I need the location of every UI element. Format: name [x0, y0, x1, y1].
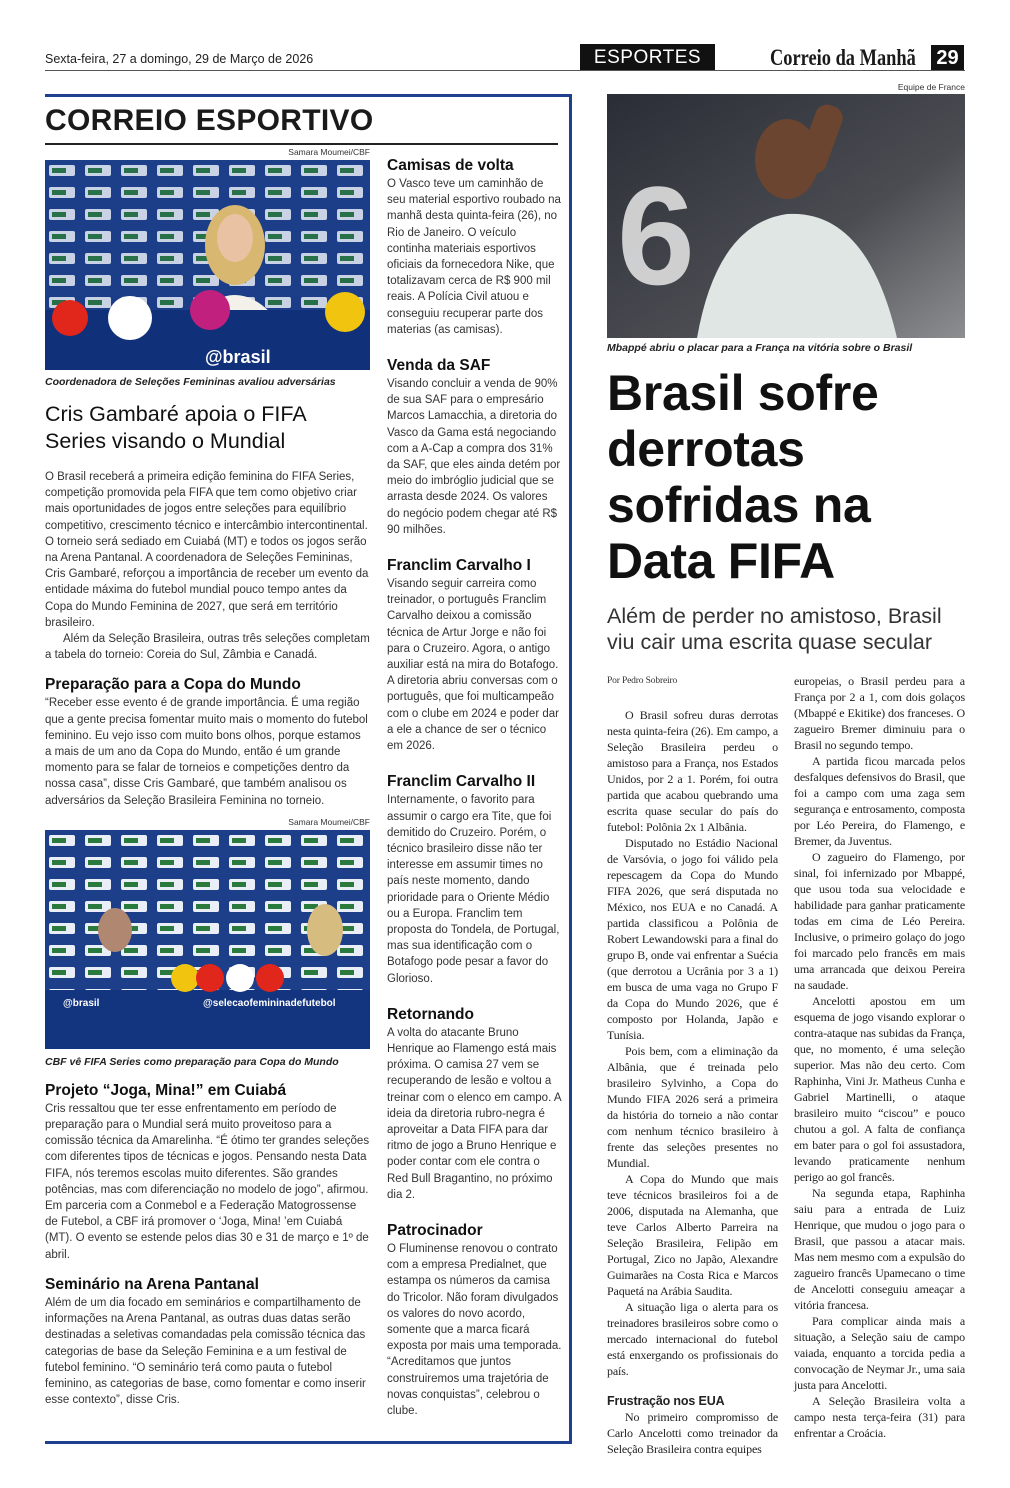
note-title: Retornando: [387, 1005, 474, 1023]
photo-credit: Equipe de France: [897, 82, 965, 92]
paragraph: O Brasil receberá a primeira edição feminina do FIFA Series, competição promovida pela FIFA que tem como objetivo criar mais oportunidades de jogos entre seleções para equilíbrio competitivo, crescimento técnico e intercâmbio intercontinental. O torneio será sediado em Cuiabá (MT) e todos os jogos serão na Arena Pantanal. A coordenadora de Seleções Femininas, Cris Gambaré, reforçou a importância de receber um evento da entidade máxima do futebol mundial pouco tempo antes da Copa do Mundo Feminina de 2027, que será em território brasileiro.: [45, 471, 369, 629]
main-headline: Brasil sofre derrotas sofridas na Data FIFA: [607, 365, 879, 589]
paragraph: A partida ficou marcada pelos desfalques defensivos do Brasil, que foi a campo com uma zaga sem segurança e entrosamento, composta por Léo Pereira, do Flamengo, e Bremer, da Juventus.: [794, 754, 965, 848]
paragraph: Além da Seleção Brasileira, outras três seleções completam a tabela do torneio: Coreia do Sul, Zâmbia e Canadá.: [45, 633, 370, 662]
main-article: [607, 82, 965, 1457]
note-text: A volta do atacante Bruno Henrique ao Flamengo está mais próxima. O camisa 27 vem se recuperando de lesão e voltou a treinar com o elenco em campo. A ideia da diretoria rubro-negra é aproveitar a Data FIFA para dar ritmo de jogo a Bruno Henrique e poder contar com ele contra o Red Bull Bragantino, no próximo dia 2.: [387, 1026, 561, 1201]
paragraph: A situação liga o alerta para os treinadores brasileiros sobre como o mercado internacional do futebol está enxergando os profissionais do país.: [607, 1300, 778, 1378]
photo-caption: CBF vê FIFA Series como preparação para Copa do Mundo: [45, 1055, 339, 1068]
banner-text: @brasil: [63, 997, 100, 1009]
paragraph: O Brasil sofreu duras derrotas nesta quinta-feira (26). Em campo, a Seleção Brasileira perdeu o amistoso para a França, nos Estados Unidos, por 2 a 1. Porém, foi outra partida que acabou quebrando uma escrita quase secular do país do futebol: Polônia 2x 1 Albânia.: [607, 708, 778, 834]
note-title: Franclim Carvalho I: [387, 557, 531, 575]
byline: Por Pedro Sobreiro: [607, 676, 678, 686]
note-camisas: [387, 156, 562, 338]
paragraph: A Seleção Brasileira volta a campo nesta terça-feira (31) para enfrentar a Croácia.: [794, 1394, 965, 1440]
note-patrocinador: [387, 1221, 562, 1419]
banner-text: @selecaofemininadefutebol: [203, 997, 336, 1009]
paragraph: Pois bem, com a eliminação da Albânia, que é treinada pelo brasileiro Sylvinho, a Copa do Mundo FIFA 2026 será a primeira da história do torneio a não contar com nenhum técnico brasileiro à frente das seleções presentes no Mundial.: [607, 1044, 778, 1170]
note-text: O Fluminense renovou o contrato com a empresa Predialnet, que estampa os números da camisa do Tricolor. Não foram divulgados os valores do novo acordo, somente que a marca ficará exposta por mais uma temporada. “Acreditamos que juntos construiremos uma trajetória de novas conquistas”, celebrou o clube.: [387, 1242, 562, 1417]
article-column-2: [794, 673, 965, 1457]
note-title: Franclim Carvalho II: [387, 773, 536, 791]
photo-credit: Samara Moumei/CBF: [288, 147, 370, 157]
note-saf: [387, 356, 562, 538]
photo-press-conference: [45, 160, 370, 370]
photo-mbappe: [607, 94, 965, 338]
article-headline: Cris Gambaré apoia o FIFA Series visando o Mundial: [45, 402, 306, 453]
note-text: O Vasco teve um caminhão de seu material esportivo roubado na manhã desta quinta-feira (26), no Rio de Janeiro. O veículo continha materiais esportivos oficiais da fornecedora Nike, que totalizavam cerca de R$ 900 mil reais. A Polícia Civil atuou e conseguiu recuperar parte dos materias (as camisas).: [387, 178, 561, 336]
paragraph: A Copa do Mundo que mais teve técnicos brasileiros foi a de 2006, disputada na Alemanha, que teve Carlos Alberto Parreira na Seleção Brasileira, Felipão em Portugal, Zico no Japão, Alexandre Guimarães na Costa Rica e Marcos Paquetá na Arábia Saudita.: [607, 1172, 778, 1298]
paragraph: No primeiro compromisso de Carlo Ancelotti como treinador da Seleção Brasileira contra equipes: [607, 1410, 778, 1456]
note-text: Visando concluir a venda de 90% de sua SAF para o empresário Marcos Lamacchia, a diretoria do Vasco da Gama está negociando com a A-Cap a compra dos 31% da SAF, que eles ainda detém por meio do imbróglio judicial que se arrasta desde 2024. Os valores do negócio podem chegar até R$ 90 milhões.: [387, 378, 561, 536]
mbappe-image: [607, 94, 965, 338]
section-tag: ESPORTES: [580, 44, 715, 70]
paragraph: Cris ressaltou que ter esse enfrentamento em período de preparação para o Mundial será muito proveitoso para a comissão técnica da Amarelinha. “É ótimo ter grandes seleções com diferentes tipos de técnicas e jogos. Pensando nesta Data FIFA, nós teremos escolas muito diferentes. São grandes potências, mas com diferenciação no modelo de jogo”, afirmou. Em parceria com a Conmebol e a Federação Matogrossense de Futebol, a CBF irá promover o ‘Joga, Mina! ’em Cuiabá (MT). O evento se estende pelos dias 30 e 31 de março e 1º de abril.: [45, 1102, 370, 1261]
svg-text:6: 6: [617, 157, 695, 314]
press-conference-image: [45, 160, 370, 370]
intro-text: [45, 469, 370, 663]
page-number: 29: [931, 45, 964, 70]
paragraph: Disputado no Estádio Nacional de Varsóvia, o jogo foi válido pela repescagem da Copa do Mundo FIFA 2026, que será disputada no México, nos EUA e no Canadá. A partida classificou a Polônia de Robert Lewandowski para a final do grupo B, onde vai enfrentar a Suécia (que derrotou a Ucrânia por 3 a 1) em busca de uma vaga no Grupo F da Copa do Mundo 2026, que é composto por Holanda, Japão e Tunísia.: [607, 836, 778, 1042]
newspaper-logo: Correio da Manhã: [770, 45, 916, 70]
title-rule: [45, 143, 558, 145]
left-column: [45, 147, 370, 1408]
paragraph: europeias, o Brasil perdeu para a França por 2 a 1, com dois golaços (Mbappé e Ekitike) dos franceses. O zagueiro Bremer diminuiu para o Brasil no segundo tempo.: [794, 674, 965, 752]
notes-column: [387, 156, 562, 1419]
note-title: Venda da SAF: [387, 357, 491, 375]
note-title: Camisas de volta: [387, 157, 514, 174]
note-title: Patrocinador: [387, 1221, 483, 1239]
article-column-1: [607, 673, 778, 1457]
photo-fifa-series: [45, 830, 370, 1049]
subheading: Preparação para a Copa do Mundo: [45, 676, 301, 694]
main-deck: Além de perder no amistoso, Brasil viu cair uma escrita quase secular: [607, 604, 942, 654]
photo-caption: Coordenadora de Seleções Femininas avaliou adversárias: [45, 376, 336, 388]
note-franclim-2: [387, 772, 562, 986]
paragraph: Na segunda etapa, Raphinha saiu para a entrada de Luiz Henrique, que mudou o jogo para o Brasil, que passou a atacar mais. Mas nem mesmo com a expulsão do zagueiro francês Upamecano o time de Ancelotti conseguiu ameaçar a vitória francesa.: [794, 1186, 965, 1312]
subheading: Frustração nos EUA: [607, 1394, 725, 1408]
paragraph: Para complicar ainda mais a situação, a Seleção saiu de campo vaiada, enquanto a torcida pedia a convocação de Neymar Jr., uma saia justa para Ancelotti.: [794, 1314, 965, 1392]
note-franclim-1: [387, 556, 562, 754]
article-columns: [607, 673, 965, 1457]
paragraph: O zagueiro do Flamengo, por sinal, foi infernizado por Mbappé, que usou toda sua velocidade e habilidade para ganhar praticamente todas em cima de Léo Pereira. Inclusive, o primeiro golaço do jogo foi marcado pelo francês em mais uma arrancada que deixou Pereira na saudade.: [794, 850, 965, 992]
banner-text: @brasil: [205, 347, 271, 367]
subheading: Projeto “Joga, Mina!” em Cuiabá: [45, 1081, 287, 1099]
photo-credit: Samara Moumei/CBF: [288, 816, 370, 827]
fifa-series-image: [45, 830, 370, 1049]
photo-caption: Mbappé abriu o placar para a França na vitória sobre o Brasil: [607, 342, 913, 354]
note-retornando: [387, 1005, 562, 1203]
subheading: Seminário na Arena Pantanal: [45, 1275, 259, 1293]
note-text: Internamente, o favorito para assumir o cargo era Tite, que foi demitido do Cruzeiro. Porém, o técnico brasileiro disse não ter interesse em assumir times no país neste momento, dando prioridade para o Oriente Médio ou a Europa. Franclim tem proposta do Tondela, de Portugal, mas sua identificação com o Botafogo pode pesar a favor do Glorioso.: [387, 794, 560, 985]
edition-date: Sexta-feira, 27 a domingo, 29 de Março de 2026: [45, 52, 314, 66]
paragraph: Além de um dia focado em seminários e compartilhamento de informações na Arena Pantanal, as outras duas datas serão destinadas a seletivas comandadas pela comissão técnica das categorias de base da Seleção Feminina e a um festival de futebol feminino. “O seminário terá como pauta o futebol feminino, as categorias de base, como fomentar e como inserir esse contexto”, disse Cris.: [45, 1296, 366, 1407]
paragraph: Ancelotti apostou em um esquema de jogo visando explorar o contra-ataque nas subidas da França, que, no momento, é uma seleção superior. Mas não deu certo. Com Raphinha, Vini Jr. Matheus Cunha e Gabriel Martinelli, o ataque brasileiro muito “ciscou” e pouco chutou a gol. A falta de confiança em bater para o gol foi assustadora, levando praticamente nenhum perigo ao gol francês.: [794, 994, 965, 1184]
paragraph: “Receber esse evento é de grande importância. É uma região que a gente precisa fomentar muito mais o momento do futebol feminino. Eu vejo isso com muito bons olhos, porque estamos a mais de um ano da Copa do Mundo, então é um grande momento para se falar de torneios e competições dentro da nossa casa”, disse Cris Gambaré, que também analisou os adversários da Seleção Brasileira Feminina no torneio.: [45, 697, 368, 807]
note-text: Visando seguir carreira como treinador, o português Franclim Carvalho deixou a comissão técnica de Artur Jorge e não foi para o Cruzeiro. Agora, o antigo auxiliar está na mira do Botafogo. A diretoria abriu conversas com o português, que foi multicampeão com o clube em 2024 e poder dar a ele a chance de ser o técnico em 2026.: [387, 578, 559, 753]
column-title: CORREIO ESPORTIVO: [45, 104, 374, 137]
